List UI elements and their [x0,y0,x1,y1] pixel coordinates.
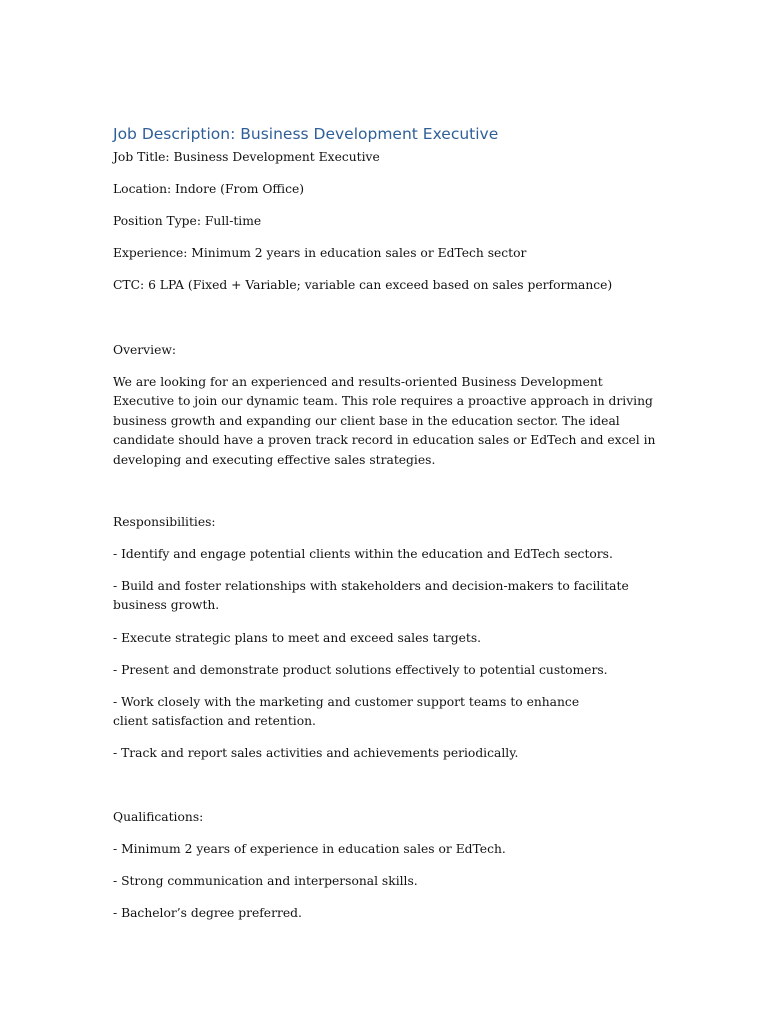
responsibility-item: - Work closely with the marketing and customer support teams to enhance client satisfaction and retention. [113,695,580,729]
qualification-item: - Strong communication and interpersonal skills. [113,874,418,888]
responsibility-item: - Build and foster relationships with stakeholders and decision-makers to facilitate business growth. [113,579,629,613]
ctc-line: CTC: 6 LPA (Fixed + Variable; variable can exceed based on sales performance) [113,278,613,292]
responsibilities-label: Responsibilities: [113,515,216,529]
responsibility-item: - Execute strategic plans to meet and exceed sales targets. [113,631,482,645]
job-title-line: Job Title: Business Development Executive [113,150,380,164]
qualification-item: - Bachelor’s degree preferred. [113,906,302,920]
qualification-item: - Minimum 2 years of experience in education sales or EdTech. [113,842,506,856]
overview-label: Overview: [113,343,177,357]
position-type-line: Position Type: Full-time [113,214,262,228]
qualifications-label: Qualifications: [113,810,204,824]
overview-paragraph: We are looking for an experienced and results-oriented Business Development Executive to join our dynamic team. This role requires a proactive approach in driving business growth and expanding our client base in the education sector. The ideal candidate should have a proven track record in education sales or EdTech and excel in developing and executing effective sales strategies. [113,375,656,467]
experience-line: Experience: Minimum 2 years in education sales or EdTech sector [113,246,527,260]
responsibility-item: - Track and report sales activities and achievements periodically. [113,746,519,760]
responsibility-item: - Identify and engage potential clients within the education and EdTech sectors. [113,547,613,561]
document-heading: Job Description: Business Development Executive [113,125,499,143]
responsibility-item: - Present and demonstrate product solutions effectively to potential customers. [113,663,608,677]
location-line: Location: Indore (From Office) [113,182,305,196]
